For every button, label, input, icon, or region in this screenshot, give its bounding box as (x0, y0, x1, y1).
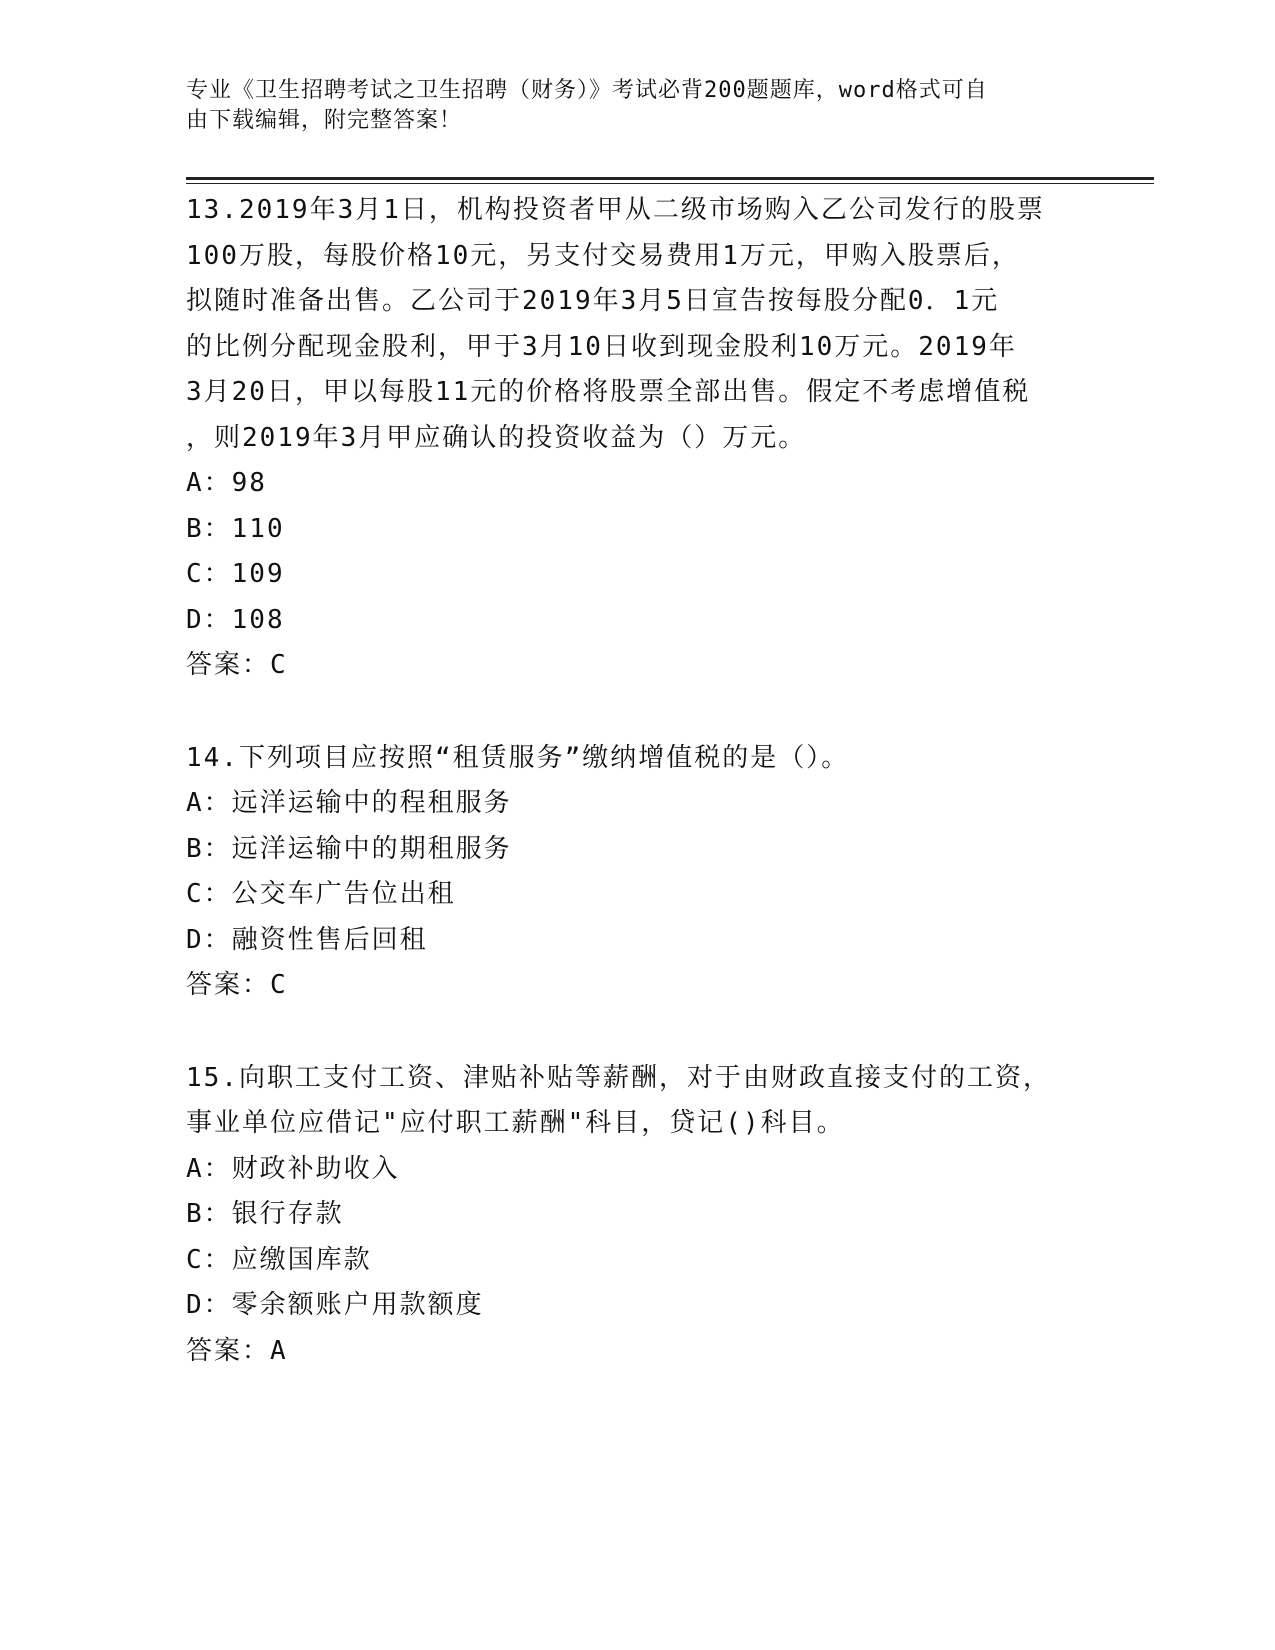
question-spacer (186, 689, 1086, 736)
option-d: D：零余额账户用款额度 (186, 1290, 484, 1320)
question-stem: ，则2019年3月甲应确认的投资收益为（）万元。 (186, 422, 807, 453)
document-header (186, 76, 1086, 136)
answer-line: 答案：C (186, 970, 288, 1000)
option-b: B：远洋运输中的期租服务 (186, 833, 512, 864)
question-13 (186, 188, 1086, 689)
option-b: B：110 (186, 513, 285, 544)
option-a: A：财政补助收入 (186, 1153, 400, 1184)
option-c: C：应缴国库款 (186, 1244, 372, 1275)
question-stem: 14.下列项目应按照“租赁服务”缴纳增值税的是（）。 (186, 742, 850, 773)
header-rule-thick (186, 177, 1154, 180)
question-15 (186, 1056, 1086, 1375)
answer-line: 答案：C (186, 650, 288, 680)
answer-line: 答案：A (186, 1335, 288, 1366)
question-stem: 的比例分配现金股利，甲于3月10日收到现金股利10万元。2019年 (186, 331, 1017, 362)
option-c: C：109 (186, 559, 285, 589)
question-list (186, 188, 1086, 1374)
question-stem: 15.向职工支付工资、津贴补贴等薪酬，对于由财政直接支付的工资， (186, 1062, 1051, 1093)
question-14 (186, 736, 1086, 1009)
header-line-2: 由下载编辑，附完整答案！ (186, 108, 463, 133)
option-d: D：融资性售后回租 (186, 924, 428, 955)
option-b: B：银行存款 (186, 1199, 344, 1229)
option-a: A：远洋运输中的程租服务 (186, 788, 512, 818)
question-stem: 事业单位应借记"应付职工薪酬"科目，贷记()科目。 (186, 1108, 845, 1138)
question-spacer (186, 1009, 1086, 1056)
question-stem: 3月20日，甲以每股11元的价格将股票全部出售。假定不考虑增值税 (186, 377, 1031, 407)
option-a: A：98 (186, 468, 267, 498)
option-c: C：公交车广告位出租 (186, 879, 456, 909)
header-rule-thin (186, 183, 1154, 184)
question-stem: 100万股，每股价格10元，另支付交易费用1万元，甲购入股票后， (186, 240, 1020, 271)
question-stem: 13.2019年3月1日，机构投资者甲从二级市场购入乙公司发行的股票 (186, 195, 1045, 225)
question-stem: 拟随时准备出售。乙公司于2019年3月5日宣告按每股分配0．1元 (186, 286, 1000, 316)
header-line-1: 专业《卫生招聘考试之卫生招聘（财务）》考试必背200题题库，word格式可自 (186, 78, 988, 103)
option-d: D：108 (186, 604, 285, 635)
